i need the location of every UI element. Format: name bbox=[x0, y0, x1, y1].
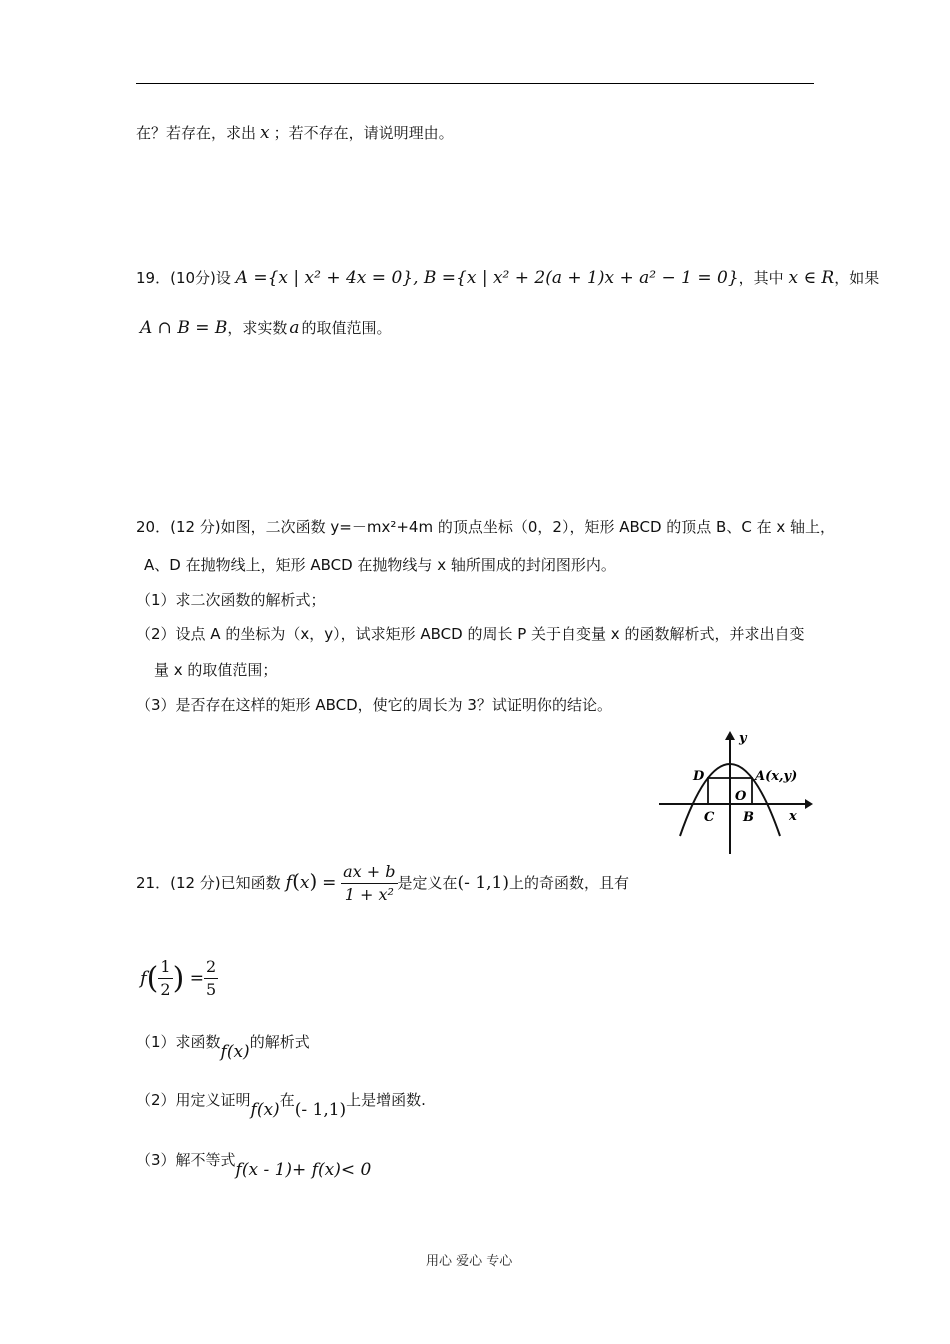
q19-ask-tail: 的取值范围。 bbox=[301, 319, 392, 337]
q21-given-value-num: 2 bbox=[204, 956, 218, 979]
q21-given-half bbox=[158, 956, 172, 1001]
q21-mid: 是定义在 bbox=[397, 874, 458, 892]
q21-part3-text: （3）解不等式 bbox=[136, 1151, 236, 1169]
prev-question-tail: ；若不存在，请说明理由。 bbox=[273, 124, 454, 142]
q21-part2 bbox=[136, 1090, 426, 1120]
q19-line1 bbox=[136, 268, 879, 288]
q19-end-text: ，如果 bbox=[834, 269, 880, 287]
q19-score: (10分)设 bbox=[170, 269, 231, 287]
q21-line1: 21．(12 分)已知函数 f(x) = $\frac{ax + b}{\text{1 + x²}}$ 是定义在(- 1,1)上的奇函数，且有 bbox=[136, 862, 630, 904]
y-axis-arrow-icon bbox=[725, 731, 735, 740]
q21-given-half-den: 2 bbox=[160, 980, 171, 999]
label-B: B bbox=[743, 810, 754, 825]
q20-part3: （3）是否存在这样的矩形 ABCD，使它的周长为 3？试证明你的结论。 bbox=[136, 696, 612, 714]
label-O: O bbox=[735, 789, 747, 804]
label-D: D bbox=[693, 769, 705, 784]
y-label: y bbox=[739, 731, 747, 746]
q19-ask-text: ，求实数 bbox=[227, 319, 288, 337]
q21-part1-text: （1）求函数 bbox=[136, 1033, 221, 1051]
label-A: A(x,y) bbox=[755, 769, 798, 784]
q19-var-a: a bbox=[289, 318, 300, 338]
prev-question-line bbox=[136, 123, 454, 143]
q20-part2b: 量 x 的取值范围； bbox=[154, 661, 278, 679]
x-label: x bbox=[789, 809, 797, 824]
q21-part2-mid: 在 bbox=[279, 1091, 295, 1109]
q19-condition: x ∈ R bbox=[788, 268, 835, 288]
page-footer: 用心 爱心 专心 bbox=[426, 1254, 513, 1269]
q21-part1-tail: 的解析式 bbox=[249, 1033, 310, 1051]
q21-part2-text: （2）用定义证明 bbox=[136, 1091, 251, 1109]
q20-line2: A、D 在抛物线上，矩形 ABCD 在抛物线与 x 轴所围成的封闭图形内。 bbox=[144, 556, 616, 574]
q21-part1 bbox=[136, 1032, 310, 1062]
parabola-rectangle-figure bbox=[655, 728, 815, 858]
q21-f: f bbox=[285, 872, 293, 893]
q21-part2-tail: 上是增函数. bbox=[346, 1091, 426, 1109]
q21-given: f( $\frac{1}{2}$ ) = $\frac{2}{5}$ bbox=[140, 957, 217, 999]
q21-head: 21．(12 分)已知函数 bbox=[136, 874, 281, 892]
q21-part1-math: f(x) bbox=[220, 1042, 250, 1062]
q20-part1: （1）求二次函数的解析式； bbox=[136, 591, 326, 609]
q21-end: 上的奇函数，且有 bbox=[509, 874, 630, 892]
q21-denominator: 1 + x² bbox=[344, 885, 394, 904]
header-rule bbox=[136, 83, 814, 84]
q19-line2 bbox=[140, 318, 392, 338]
label-C: C bbox=[704, 810, 715, 825]
q21-part2-math: f(x) bbox=[250, 1100, 280, 1120]
q19-mid-text: ，其中 bbox=[738, 269, 784, 287]
x-axis-arrow-icon bbox=[805, 799, 813, 809]
q19-number: 19． bbox=[136, 269, 171, 287]
q21-part3 bbox=[136, 1150, 372, 1180]
q21-numerator: ax + b bbox=[341, 861, 397, 884]
prev-question-text: 在？若存在，求出 bbox=[136, 124, 257, 142]
q21-x: x bbox=[299, 873, 310, 893]
q19-intersection-formula: A ∩ B = B bbox=[140, 318, 228, 338]
q21-fraction bbox=[341, 861, 397, 906]
q21-part3-math: f(x - 1)+ f(x)< 0 bbox=[235, 1160, 372, 1180]
q20-part2a: （2）设点 A 的坐标为（x，y），试求矩形 ABCD 的周长 P 关于自变量 x 的函数解析式，并求出自变 bbox=[136, 625, 805, 643]
q21-part2-interval: (- 1,1) bbox=[294, 1100, 347, 1120]
q21-interval: (- 1,1) bbox=[457, 873, 509, 893]
q21-given-value bbox=[204, 956, 218, 1001]
q21-given-half-num: 1 bbox=[158, 956, 172, 979]
q19-sets-formula: A ={x | x² + 4x = 0}, B ={x | x² + 2(a + 1)x + a² − 1 = 0} bbox=[235, 268, 739, 288]
q21-given-f: f bbox=[140, 968, 147, 989]
prev-question-var: x bbox=[260, 123, 270, 143]
q20-line1: 20．(12 分)如图，二次函数 y=－mx²+4m 的顶点坐标（0，2），矩形 ABCD 的顶点 B、C 在 x 轴上， bbox=[136, 518, 836, 536]
q21-given-value-den: 5 bbox=[205, 980, 217, 999]
